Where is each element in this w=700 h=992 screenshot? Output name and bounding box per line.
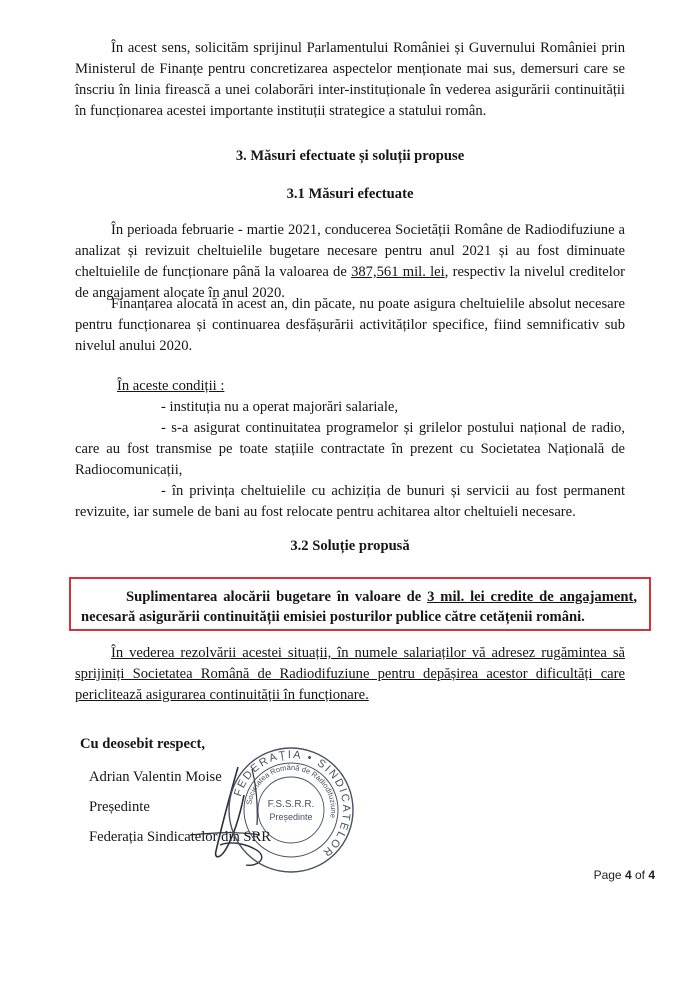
page-footer <box>594 865 655 886</box>
proposal-amount: 3 mil. lei credite de angajament <box>427 589 634 605</box>
intro-paragraph: În acest sens, solicităm sprijinul Parlamentului României și Guvernului României prin Ministerul de Finanțe pentru concretizarea aspectelor menționate mai sus, demersuri care se înscriu în linia firească a unei colaborări inter-instituționale în vederea asigurării continuității în funcționarea acestei importante instituții strategice a statului român. <box>75 40 625 119</box>
proposal-box <box>69 577 651 631</box>
measures-paragraph-1-text: În perioada februarie - martie 2021, conducerea Societății Române de Radiodifuziune a analizat și revizuit cheltuielile bugetare necesare pentru anul 2021 și au fost diminuate cheltuielile de funcționare până la valoarea de <box>75 222 625 280</box>
list-item: - instituția nu a operat majorări salariale, <box>161 399 399 415</box>
list-item: - s-a asigurat continuitatea programelor și grilelor postului național de radio, care au fost transmise pe toate stațiile contractate în prezent cu Societatea Națională de Radiocomunicații, <box>75 420 625 478</box>
page-current: 4 <box>624 868 632 882</box>
measures-paragraph-2: Finanțarea alocată în acest an, din păcate, nu poate asigura cheltuielile absolut necesare pentru funcționarea și continuarea desfășurării activităților specifice, fiind semnificativ sub nivelul anului 2020. <box>75 296 625 354</box>
proposal-text-start: Suplimentarea alocării bugetare în valoare de <box>126 589 428 605</box>
footer-middle: of <box>631 868 649 882</box>
stamp-inner-text: Societatea Română de Radiodifuziune <box>244 762 339 819</box>
conditions-label: În aceste condiții : <box>117 378 225 394</box>
stamp-center-line-2: Președinte <box>269 812 313 822</box>
request-paragraph: În vederea rezolvării acestei situații, în numele salariaților vă adresez rugămintea să sprijiniți Societatea Română de Radiodifuziune pentru depășirea acestor dificultăți care periclitează asigurarea continuității în funcționare. <box>75 645 625 703</box>
page-total: 4 <box>648 868 655 882</box>
list-item: - în privința cheltuielile cu achiziția de bunuri și servicii au fost permanent revizuite, iar sumele de bani au fost relocate pentru achitarea altor cheltuieli necesare. <box>75 483 625 520</box>
stamp-outer-text: FEDERAȚIA • SINDICATELOR <box>231 748 353 860</box>
federation-stamp <box>226 745 356 875</box>
stamp-center-line-1: F.S.S.R.R. <box>267 799 315 810</box>
section-title: 3. Măsuri efectuate și soluții propuse <box>235 148 465 164</box>
measures-paragraph-1-tail: , respectiv la nivelul creditelor de angajament alocate în anul 2020. <box>75 264 625 301</box>
subsection-1-title: 3.1 Măsuri efectuate <box>286 186 414 202</box>
proposal-text-end: , necesară asigurării continuității emisiei posturilor publice către cetățenii români. <box>81 589 637 625</box>
budget-amount: 387,561 mil. lei <box>351 264 445 280</box>
footer-prefix: Page <box>593 868 625 882</box>
subsection-2-title: 3.2 Soluție propusă <box>290 538 410 554</box>
proposal-text <box>81 587 637 627</box>
signatory-name: Adrian Valentin Moise <box>89 769 222 785</box>
signatory-org: Federația Sindicatelor din SRR <box>89 829 271 845</box>
signatory-title: Președinte <box>89 799 150 815</box>
closing-line: Cu deosebit respect, <box>80 736 205 752</box>
measures-paragraph-1 <box>75 220 625 304</box>
conditions-list <box>75 397 625 523</box>
